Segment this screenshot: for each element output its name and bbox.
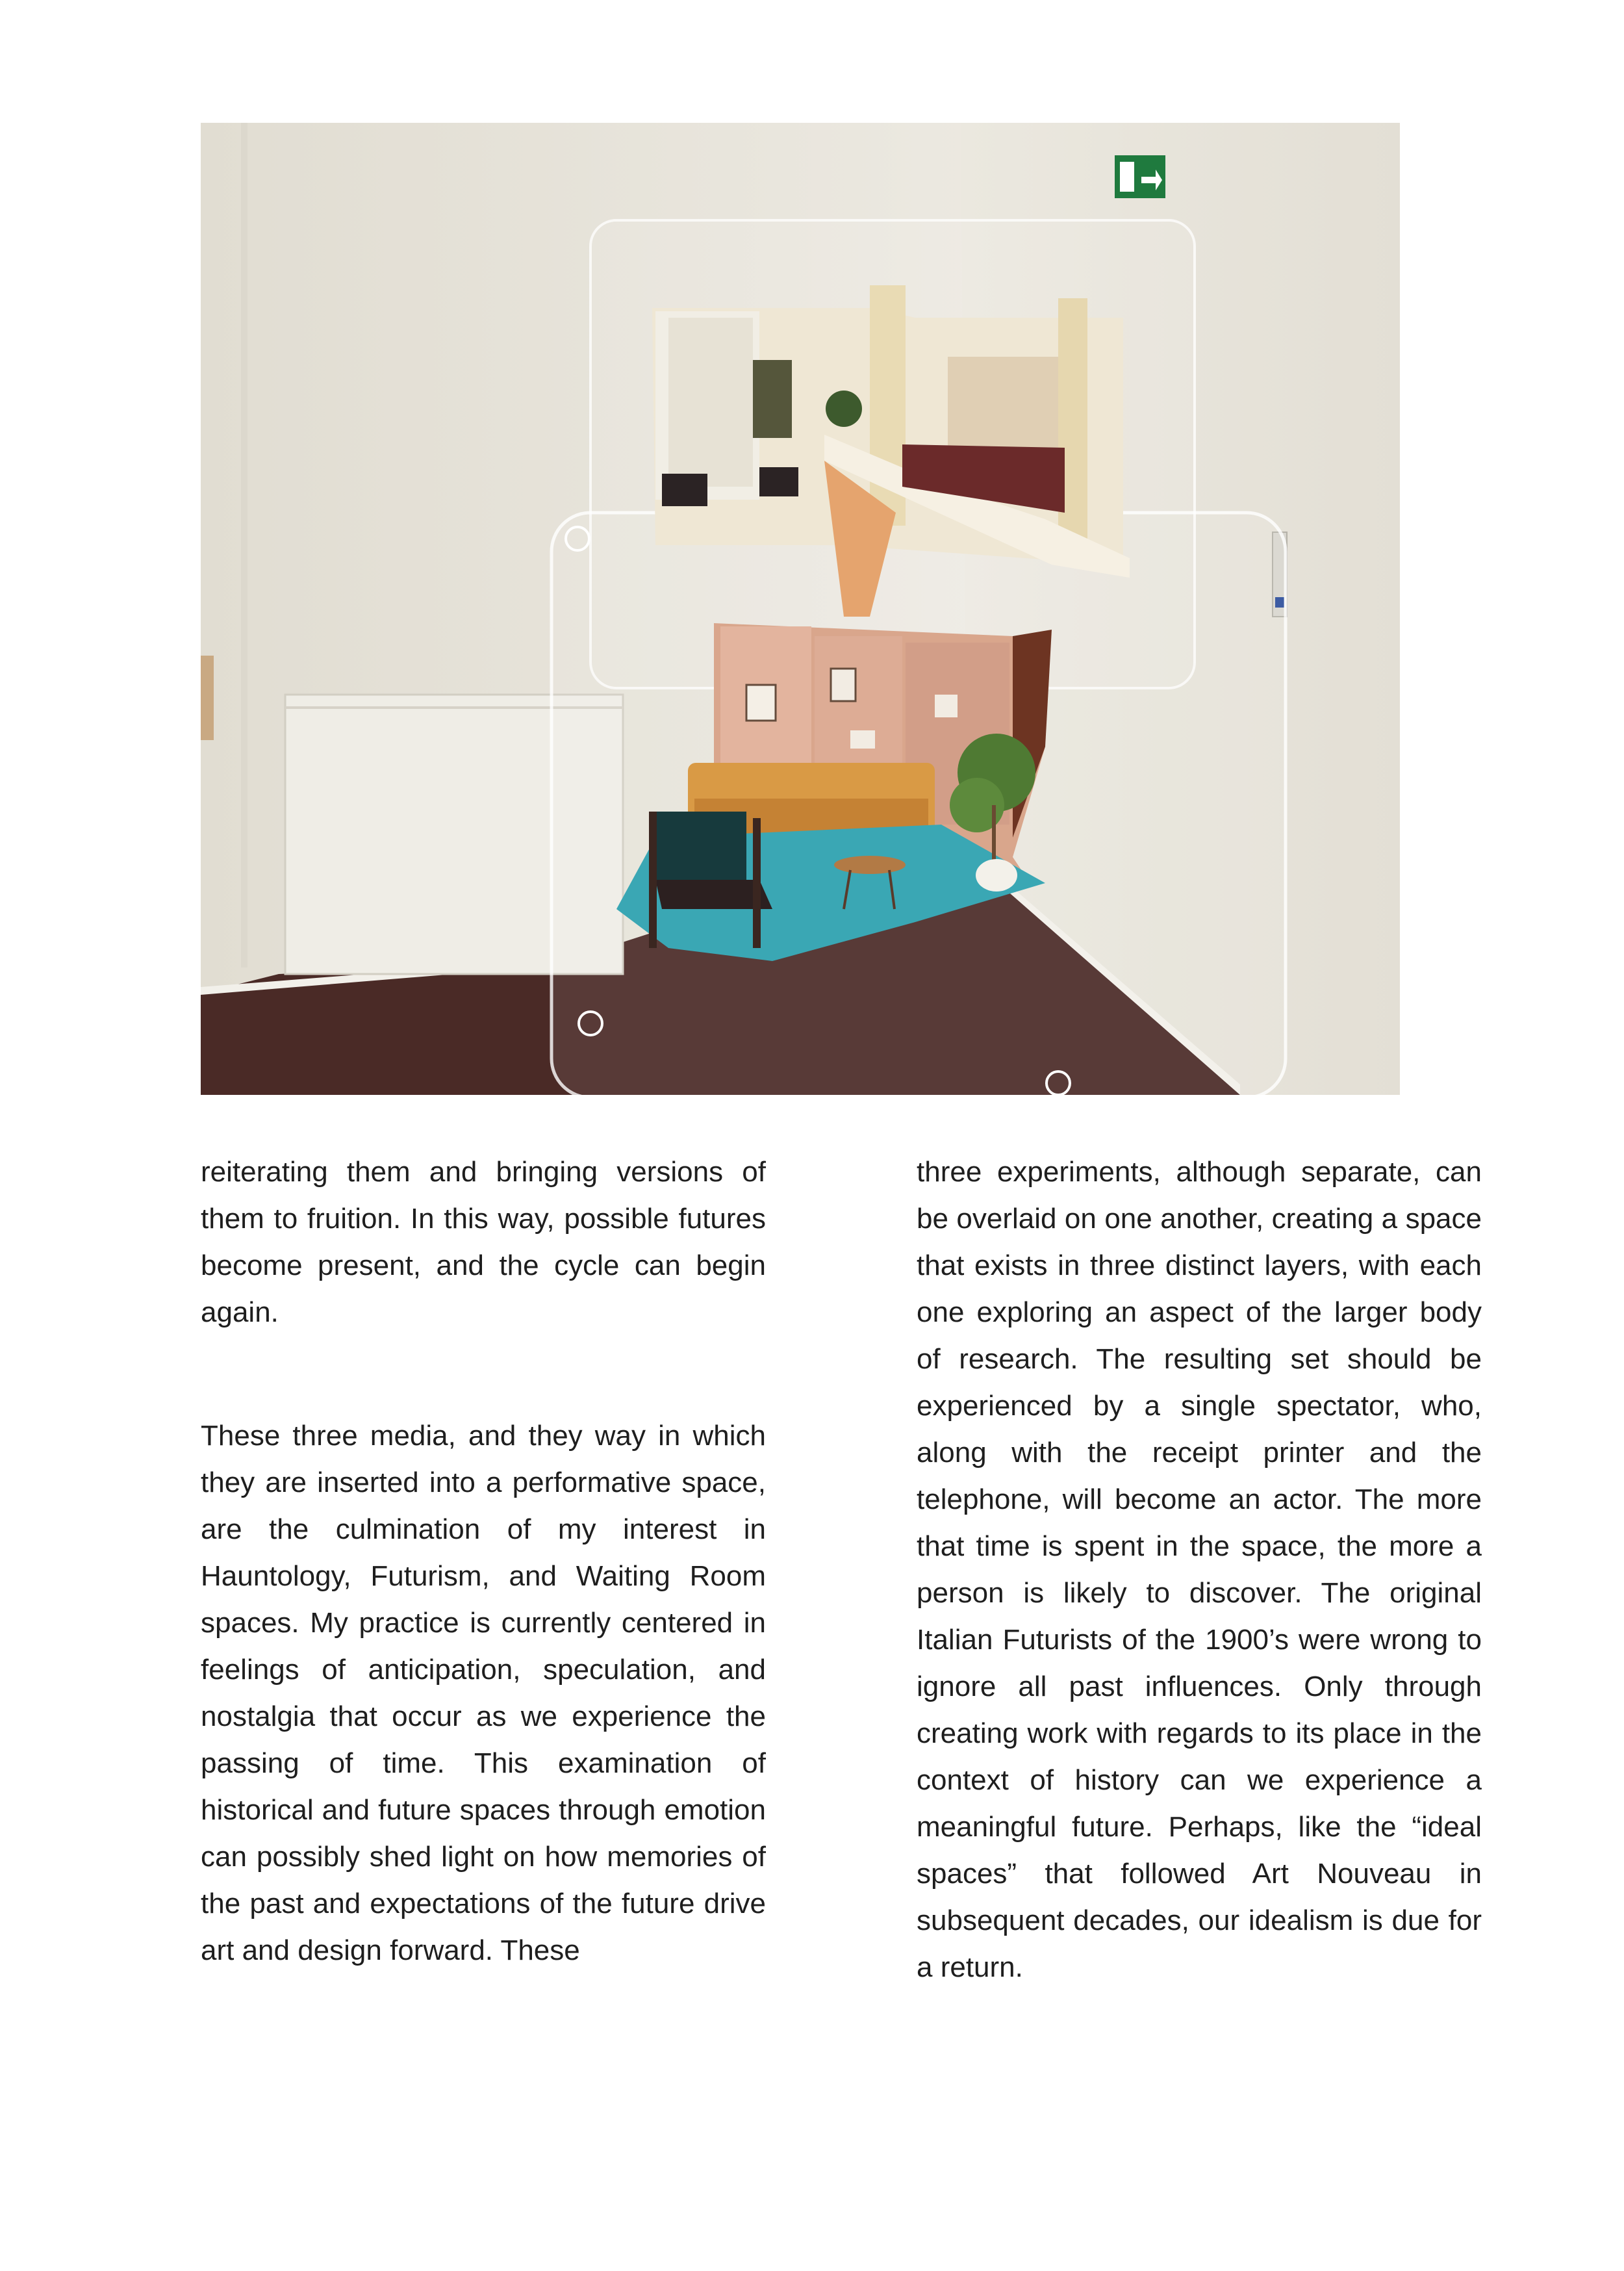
paragraph: reiterating them and bringing versions of them to fruition. In this way, possible futures become present, and the cycle can begin again. [201,1156,766,1328]
text-column-right [917,1149,1482,1991]
exit-sign-icon [1115,155,1165,198]
text-column-left [201,1149,766,1974]
paragraph: These three media, and they way in which they are inserted into a performative space, are the culmination of my interest in Hauntology, Futurism, and Waiting Room spaces. My practice is currently centered in feelings of anticipation, speculation, and nostalgia that occur as we experience the passing of time. This examination of historical and future spaces through emotion can possibly shed light on how memories of the past and expectations of the future drive art and design forward. These [201,1420,766,1966]
installation-photo [201,123,1400,1095]
paragraph: three experiments, although separate, can be overlaid on one another, creating a space that exists in three distinct layers, with each one exploring an aspect of the larger body of research. The resulting set should be experienced by a single spectator, who, along with the receipt printer and the telephone, will become an actor. The more that time is spent in the space, the more a person is likely to discover. The original Italian Futurists of the 1900’s were wrong to ignore all past influences. Only through creating work with regards to its place in the context of history can we experience a meaningful future. Perhaps, like the “ideal spaces” that followed Art Nouveau in subsequent decades, our idealism is due for a return. [917,1156,1482,1983]
